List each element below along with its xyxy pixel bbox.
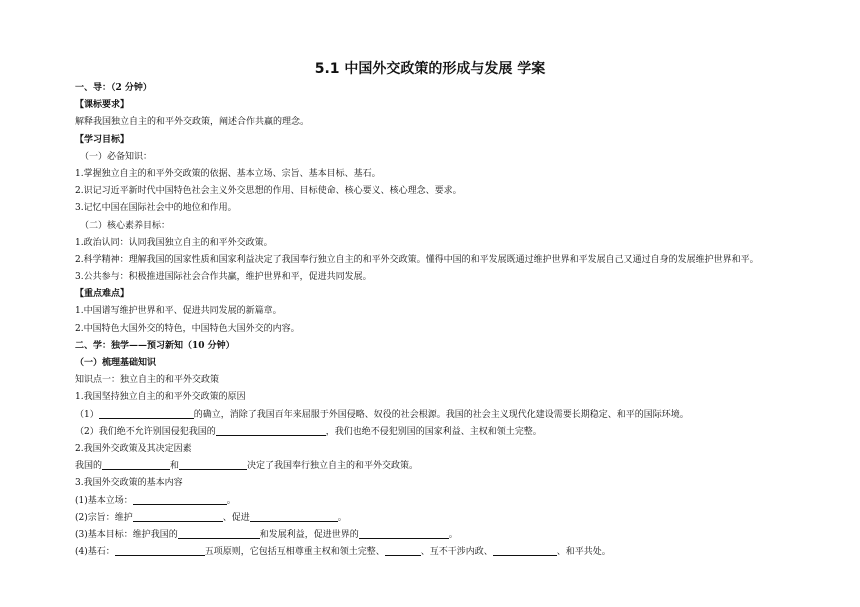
list-item: 2.中国特色大国外交的特色，中国特色大国外交的内容。 bbox=[75, 323, 300, 334]
fill-in-line bbox=[75, 407, 855, 424]
answer-blank[interactable] bbox=[133, 494, 227, 505]
subheading-objectives: 【学习目标】 bbox=[75, 134, 130, 145]
text-segment: (3)基本目标：维护我国的 bbox=[75, 529, 178, 540]
list-item: 2.识记习近平新时代中国特色社会主义外交思想的作用、目标使命、核心要义、核心理念、要求。 bbox=[75, 186, 462, 197]
fill-in-line bbox=[75, 424, 855, 441]
list-heading: （二）核心素养目标： bbox=[80, 220, 171, 231]
list-heading: 3.我国外交政策的基本内容 bbox=[75, 478, 183, 489]
list-item: 3.公共参与：积极推进国际社会合作共赢，维护世界和平，促进共同发展。 bbox=[75, 272, 372, 283]
answer-blank[interactable] bbox=[216, 425, 326, 436]
text-segment: (1)基本立场： bbox=[75, 495, 133, 506]
text-segment: 、互不干涉内政、 bbox=[420, 547, 493, 558]
text-segment: 和 bbox=[170, 461, 180, 472]
paragraph: 解释我国独立自主的和平外交政策，阐述合作共赢的理念。 bbox=[75, 117, 310, 128]
subheading-curriculum: 【课标要求】 bbox=[75, 100, 130, 111]
text-segment: 、促进 bbox=[222, 512, 250, 523]
document-body bbox=[75, 80, 855, 561]
knowledge-point-title: 知识点一：独立自主的和平外交政策 bbox=[75, 375, 220, 386]
text-segment: 我国的 bbox=[75, 461, 103, 472]
text-segment: (4)基石： bbox=[75, 547, 115, 558]
subheading-basics: （一）梳理基础知识 bbox=[75, 358, 157, 368]
answer-blank[interactable] bbox=[179, 459, 247, 470]
list-item: 1.掌握独立自主的和平外交政策的依据、基本立场、宗旨、基本目标、基石。 bbox=[75, 168, 381, 179]
fill-in-line bbox=[75, 527, 855, 544]
answer-blank[interactable] bbox=[133, 511, 223, 522]
page-title: 5.1 中国外交政策的形成与发展 学案 bbox=[314, 61, 546, 77]
answer-blank[interactable] bbox=[385, 545, 421, 556]
answer-blank[interactable] bbox=[115, 545, 205, 556]
answer-blank[interactable] bbox=[99, 408, 194, 419]
text-segment: 、和平共处。 bbox=[556, 547, 611, 558]
answer-blank[interactable] bbox=[359, 528, 449, 539]
text-segment: （2）我们绝不允许别国侵犯我国的 bbox=[75, 426, 216, 437]
list-item: 1.中国谱写维护世界和平、促进共同发展的新篇章。 bbox=[75, 306, 282, 317]
list-heading: （一）必备知识： bbox=[80, 151, 153, 162]
list-item: 3.记忆中国在国际社会中的地位和作用。 bbox=[75, 203, 237, 214]
fill-in-line bbox=[75, 493, 855, 510]
list-heading: 1.我国坚持独立自主的和平外交政策的原因 bbox=[75, 392, 246, 403]
fill-in-line bbox=[75, 544, 855, 561]
text-segment: 和发展利益，促进世界的 bbox=[259, 529, 359, 540]
section-heading: 一、导：（2 分钟） bbox=[75, 83, 152, 93]
text-segment: 。 bbox=[448, 529, 458, 540]
text-segment: (2)宗旨：维护 bbox=[75, 512, 133, 523]
text-segment: 五项原则，它包括互相尊重主权和领土完整、 bbox=[204, 547, 385, 558]
list-item: 2.科学精神：理解我国的国家性质和国家利益决定了我国奉行独立自主的和平外交政策。懂得中国的和平发展既通过维护世界和平发展自己又通过自身的发展维护世界和平。 bbox=[75, 254, 759, 265]
answer-blank[interactable] bbox=[102, 459, 170, 470]
section-heading: 二、学：独学——预习新知（10 分钟） bbox=[75, 340, 235, 351]
answer-blank[interactable] bbox=[250, 511, 338, 522]
fill-in-line bbox=[75, 510, 855, 527]
text-segment: 。 bbox=[226, 495, 236, 506]
subheading-key-points: 【重点难点】 bbox=[75, 289, 130, 300]
text-segment: （1） bbox=[75, 409, 99, 420]
answer-blank[interactable] bbox=[178, 528, 260, 539]
list-item: 1.政治认同：认同我国独立自主的和平外交政策。 bbox=[75, 237, 273, 248]
fill-in-line bbox=[75, 458, 855, 475]
list-heading: 2.我国外交政策及其决定因素 bbox=[75, 443, 192, 454]
answer-blank[interactable] bbox=[493, 545, 557, 556]
text-segment: 。 bbox=[337, 512, 347, 523]
text-segment: 的确立，消除了我国百年来屈服于外国侵略、奴役的社会根源。我国的社会主义现代化建设需要长期稳定、和平的国际环境。 bbox=[193, 409, 689, 420]
text-segment: ，我们也绝不侵犯别国的国家利益、主权和领土完整。 bbox=[325, 426, 542, 437]
text-segment: 决定了我国奉行独立自主的和平外交政策。 bbox=[247, 461, 419, 472]
